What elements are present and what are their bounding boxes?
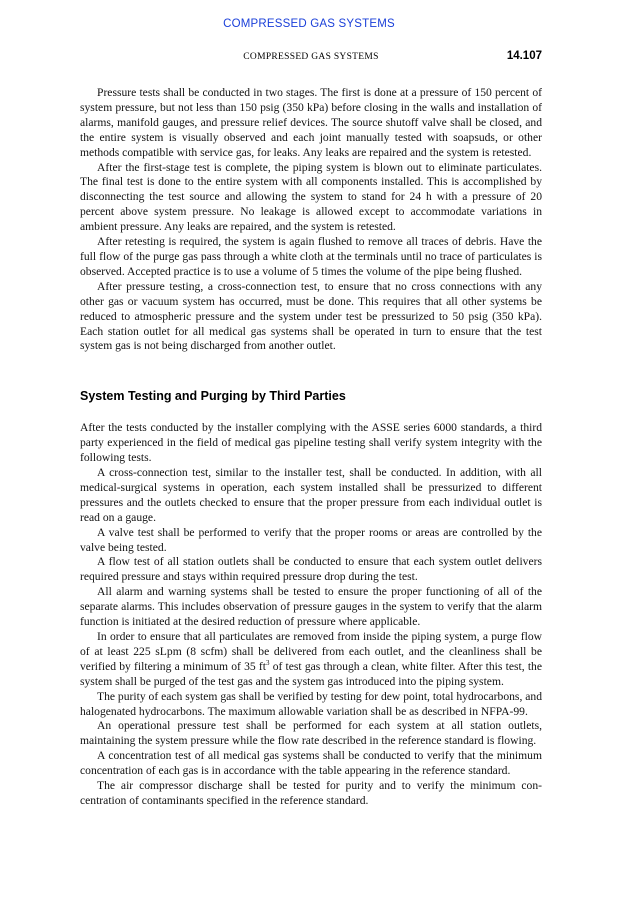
paragraph-flow-test: A flow test of all station outlets shall be conducted to ensure that each system outlet delivers required pressure and stays within required pressure drop during the test.: [80, 555, 542, 584]
paragraph-concentration-test: A concentration test of all medical gas systems shall be conducted to verify that the minimum concentration of each gas is in accordance with the table appearing in the reference standard.: [80, 749, 542, 778]
paragraph-retesting: After retesting is required, the system is again flushed to remove all traces of debris. Have the full flow of the purge gas pass through a white cloth at the terminals until no trace of particulates is observed. Accepted practice is to use a volume of 5 times the volume of the pipe being flushed.: [80, 235, 542, 278]
running-header: [80, 50, 542, 66]
paragraph-cross-connection-third-party: A cross-connection test, similar to the installer test, shall be conducted. In addition, with all medical-surgical systems in operation, each system installed shall be pressurized to different pressures and the outlets checked to ensure that the proper pressure from each individual outlet is read on a gauge.: [80, 466, 542, 524]
paragraph-valve-test: A valve test shall be performed to verify that the proper rooms or areas are controlled by the valve being tested.: [80, 525, 542, 554]
paragraph-intro: After the tests conducted by the installer complying with the ASSE series 6000 standards, a third party experienced in the field of medical gas pipeline testing shall verify system integrity with the following tests.: [80, 421, 542, 465]
cubic-superscript: 3: [265, 658, 270, 667]
paragraph-first-stage: After the first-stage test is complete, the piping system is blown out to eliminate particulates. The final test is done to the entire system with all components installed. This is accomplished by disconnecting the test source and allowing the system to stand for 24 h with a pressure of 20 percent above system pressure. No leakage is allowed except to accommodate variations in ambient pressure. Any leaks are repaired, and the system is retested.: [80, 160, 542, 234]
purge-text-after: of test gas through a clean, white filter. After this test, the system shall be purged of the test gas and the system gas introduced into the piping system.: [80, 659, 542, 688]
page-body: [80, 86, 542, 809]
page-number: 14.107: [506, 50, 542, 62]
paragraph-cross-connection: After pressure testing, a cross-connection test, to ensure that no cross connections with any other gas or vacuum system has occurred, must be done. This requires that all other systems be reduced to atmospheric pressure and the system under test be pressurized to 50 psig (350 kPa). Each station outlet for all medical gas systems shall be operated in turn to ensure that the test system gas is not being discharged from another outlet.: [80, 279, 542, 353]
purge-text-before: In order to ensure that all particulates are removed from inside the piping system, a purge flow of at least 225 sLpm (8 scfm) shall be delivered from each outlet, and the cleanliness shall be verified by filtering a minimum of 35 ft: [80, 630, 542, 673]
running-title: COMPRESSED GAS SYSTEMS: [243, 52, 379, 62]
book-banner: COMPRESSED GAS SYSTEMS: [223, 18, 395, 30]
section-heading: System Testing and Purging by Third Parties: [80, 389, 346, 404]
paragraph-air-compressor: The air compressor discharge shall be tested for purity and to verify the minimum concentration of contaminants specified in the reference standard.: [80, 779, 542, 807]
paragraph-operational-test: An operational pressure test shall be performed for each system at all station outlets, maintaining the system pressure while the flow rate described in the reference standard is flowing.: [80, 719, 542, 748]
paragraph-pressure-tests: Pressure tests shall be conducted in two stages. The first is done at a pressure of 150 percent of system pressure, but not less than 150 psig (350 kPa) before closing in the walls and installation of alarms, manifold gauges, and pressure relief devices. The source shutoff valve shall be closed, and the entire system is visually observed and each joint manually tested with soapsuds, or other methods compatible with service gas, for leaks. Any leaks are repaired and the system is retested.: [80, 86, 542, 159]
paragraph-purity: The purity of each system gas shall be verified by testing for dew point, total hydrocarbons, and halogenated hydrocarbons. The maximum allowable variation shall be as described in NFPA-99.: [80, 689, 542, 718]
paragraph-purge: [80, 630, 542, 690]
paragraph-alarm-test: All alarm and warning systems shall be tested to ensure the proper functioning of all of the separate alarms. This includes observation of pressure gauges in the system to verify that the alarm function is initiated at the desired reduction of pressure where applicable.: [80, 585, 542, 629]
